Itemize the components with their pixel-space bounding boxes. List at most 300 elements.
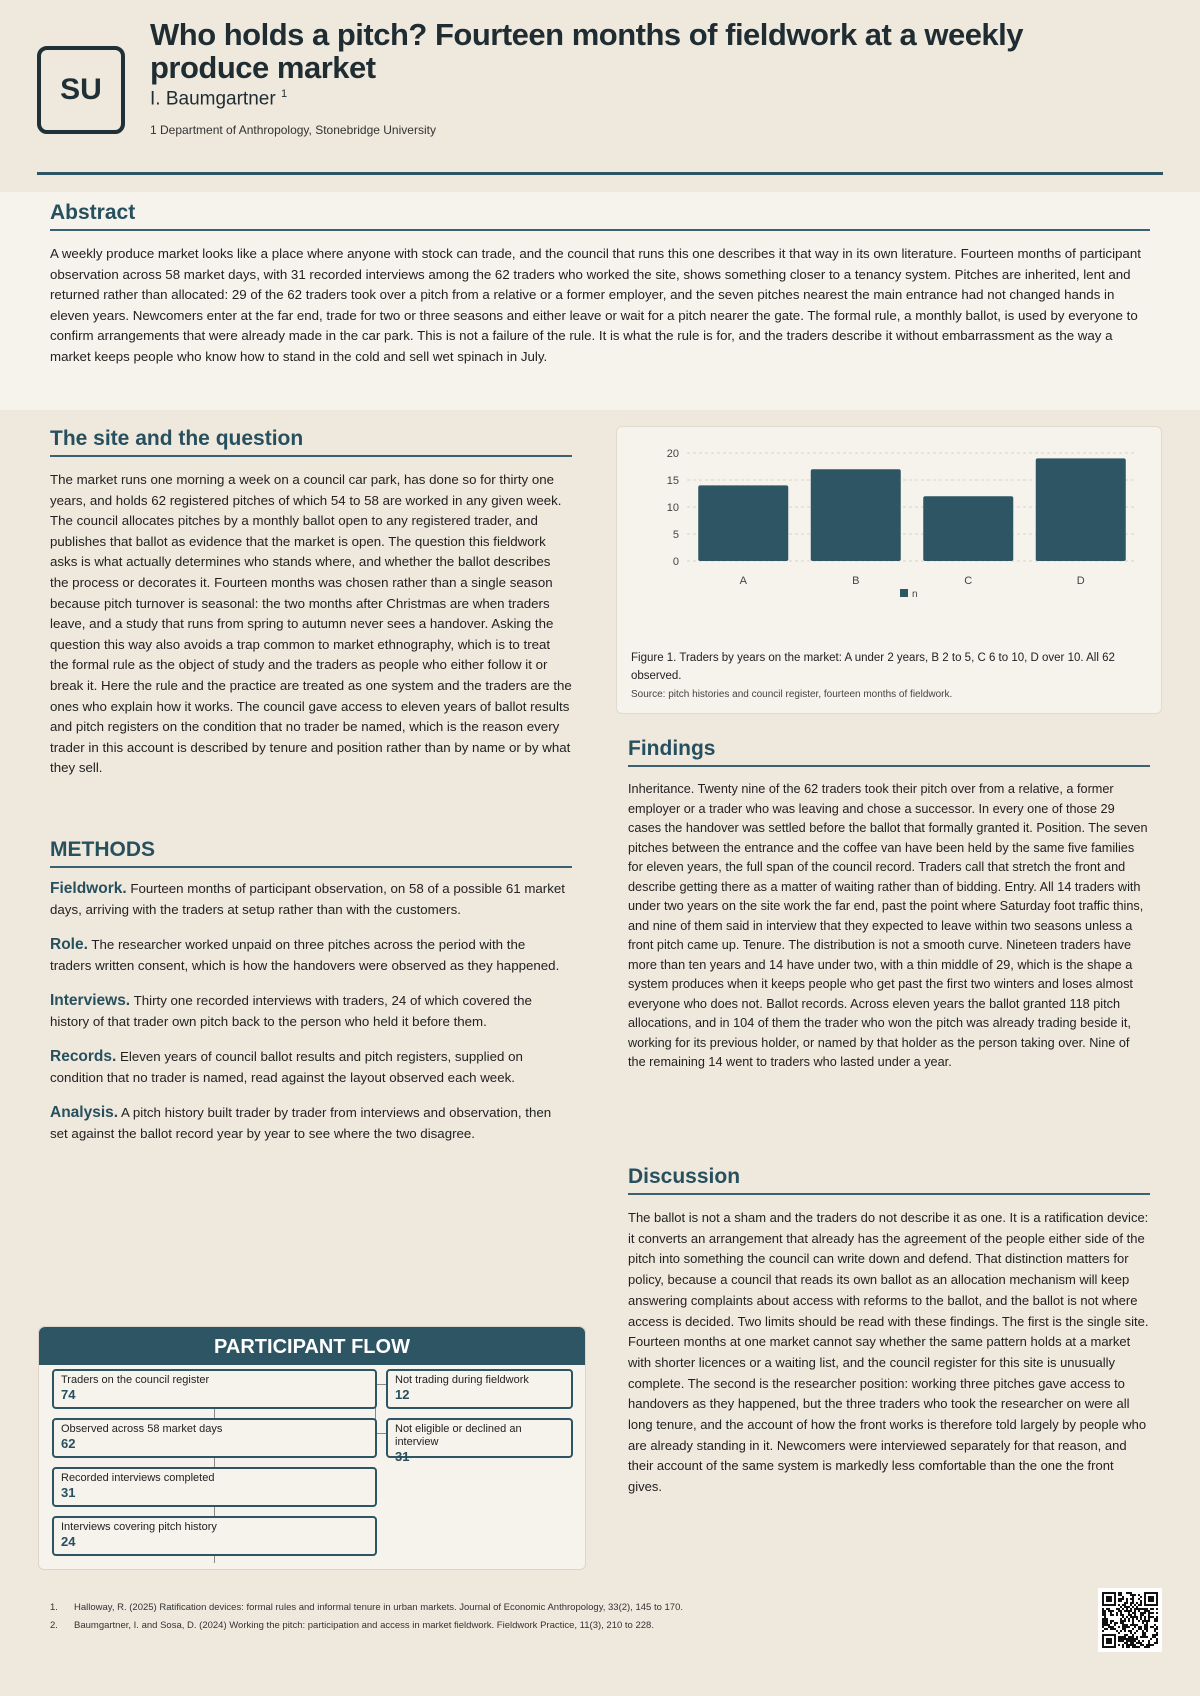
flow-label: Recorded interviews completed xyxy=(61,1472,215,1484)
qr-module xyxy=(1102,1620,1104,1622)
qr-module xyxy=(1138,1594,1140,1596)
qr-module xyxy=(1140,1602,1142,1604)
qr-module xyxy=(1146,1624,1148,1626)
qr-module xyxy=(1132,1612,1134,1614)
reference-item xyxy=(50,1617,683,1635)
qr-module xyxy=(1114,1634,1116,1648)
qr-module xyxy=(1138,1646,1140,1648)
qr-module xyxy=(1132,1606,1134,1608)
qr-module xyxy=(1118,1600,1120,1602)
site-text: The market runs one morning a week on a council car park, has done so for thirty one years, and holds 62 registered pitches of which 54 to 58 are worked in any given week. The council allocates pitches by a monthly ballot open to any registered trader, and publishes that ballot as evidence that the market is open. The question this fieldwork asks is what actually determines who stands where, and whether the ballot describes the process or decorates it. Fourteen months was chosen rather than a single season because pitch turnover is seasonal: the two months after Christmas are when traders leave, and a study that runs from spring to autumn never sees a handover. Asking the question this way also avoids a trap common to market ethnography, which is to treat the formal rule as the object of study and the traders as people who either follow it or break it. Here the rule and the practice are treated as one system and the traders are the ones who explain how it works. The council gave access to eleven years of ballot results and pitch registers on the condition that no trader be named, which is the reason every trader in this account is described by tenure and position rather than by name or by what they sell. xyxy=(50,472,572,776)
qr-module xyxy=(1128,1640,1130,1642)
qr-module xyxy=(1140,1616,1142,1618)
qr-module xyxy=(1120,1612,1122,1614)
method-records xyxy=(50,1046,570,1088)
qr-module xyxy=(1114,1622,1116,1624)
qr-module xyxy=(1140,1644,1142,1646)
qr-module xyxy=(1156,1592,1158,1606)
x-tick-label: A xyxy=(739,575,747,587)
qr-module xyxy=(1140,1618,1142,1620)
qr-module xyxy=(1120,1640,1122,1642)
flow-label: Not trading during fieldwork xyxy=(395,1374,529,1386)
qr-module xyxy=(1150,1608,1152,1610)
qr-module xyxy=(1140,1614,1142,1616)
qr-module xyxy=(1116,1614,1118,1616)
methods-list xyxy=(50,878,570,1158)
flow-box-observed xyxy=(52,1418,377,1458)
qr-module xyxy=(1126,1624,1128,1626)
reference-text: Baumgartner, I. and Sosa, D. (2024) Working the pitch: participation and access in market fieldwork. Fieldwork Practice, 11(3), 210 to 228. xyxy=(74,1620,654,1631)
qr-module xyxy=(1130,1608,1132,1610)
qr-module xyxy=(1156,1618,1158,1620)
qr-module xyxy=(1102,1624,1104,1626)
qr-module xyxy=(1128,1614,1130,1616)
qr-module xyxy=(1124,1626,1126,1628)
flow-box-not-trading xyxy=(386,1369,573,1409)
x-tick-label: D xyxy=(1076,575,1085,587)
qr-module xyxy=(1148,1618,1150,1620)
qr-module xyxy=(1124,1610,1126,1612)
qr-module xyxy=(1106,1622,1108,1624)
qr-module xyxy=(1152,1612,1154,1614)
qr-module xyxy=(1118,1644,1120,1646)
qr-module xyxy=(1154,1634,1156,1636)
flow-count: 12 xyxy=(395,1387,410,1402)
qr-module xyxy=(1132,1600,1134,1602)
qr-module xyxy=(1132,1646,1134,1648)
qr-module xyxy=(1144,1610,1146,1612)
qr-module xyxy=(1102,1618,1104,1620)
qr-module xyxy=(1134,1646,1136,1648)
qr-module xyxy=(1102,1608,1104,1610)
method-analysis xyxy=(50,1102,570,1144)
qr-module xyxy=(1136,1602,1138,1604)
figure-caption: Figure 1. Traders by years on the market: A under 2 years, B 2 to 5, C 6 to 10, D over 10. All 62 observed. xyxy=(631,652,1115,682)
qr-module xyxy=(1118,1610,1120,1612)
qr-module xyxy=(1144,1646,1146,1648)
flow-label: Observed across 58 market days xyxy=(61,1423,223,1435)
qr-module xyxy=(1136,1646,1138,1648)
flow-box-interviews xyxy=(52,1467,377,1507)
qr-module xyxy=(1124,1618,1126,1620)
qr-module xyxy=(1130,1642,1132,1644)
qr-module xyxy=(1144,1626,1146,1628)
qr-module xyxy=(1150,1638,1152,1640)
qr-module xyxy=(1128,1638,1130,1640)
qr-module xyxy=(1132,1624,1134,1626)
qr-module xyxy=(1104,1622,1106,1624)
legend-swatch xyxy=(900,589,908,597)
qr-module xyxy=(1132,1636,1134,1638)
qr-module xyxy=(1138,1640,1140,1642)
qr-module xyxy=(1152,1634,1154,1636)
qr-module xyxy=(1130,1592,1132,1594)
qr-module xyxy=(1120,1614,1122,1616)
y-tick-label: 0 xyxy=(672,556,679,568)
qr-code xyxy=(1098,1588,1162,1652)
qr-module xyxy=(1112,1620,1114,1622)
legend-label: n xyxy=(912,589,918,600)
qr-module xyxy=(1120,1636,1122,1638)
qr-module xyxy=(1134,1632,1136,1634)
qr-module xyxy=(1134,1610,1136,1612)
qr-module xyxy=(1146,1646,1148,1648)
qr-module xyxy=(1140,1612,1142,1614)
qr-module xyxy=(1124,1636,1126,1638)
qr-module xyxy=(1118,1604,1120,1606)
qr-module xyxy=(1118,1626,1120,1628)
qr-module xyxy=(1116,1608,1118,1610)
qr-module xyxy=(1146,1610,1148,1612)
qr-module xyxy=(1124,1628,1126,1630)
qr-module xyxy=(1142,1614,1144,1616)
qr-module xyxy=(1120,1592,1122,1594)
qr-module xyxy=(1142,1620,1144,1622)
qr-module xyxy=(1134,1626,1136,1628)
participant-flow xyxy=(38,1326,586,1570)
qr-module xyxy=(1132,1638,1134,1640)
qr-module xyxy=(1128,1644,1130,1646)
qr-module xyxy=(1118,1592,1120,1594)
qr-module xyxy=(1144,1618,1146,1620)
qr-module xyxy=(1136,1642,1138,1644)
qr-module xyxy=(1122,1624,1124,1626)
qr-module xyxy=(1120,1618,1122,1620)
qr-module xyxy=(1134,1612,1136,1614)
qr-module xyxy=(1126,1646,1128,1648)
qr-module xyxy=(1112,1610,1114,1612)
qr-module xyxy=(1126,1600,1128,1602)
qr-module xyxy=(1124,1642,1126,1644)
flow-count: 24 xyxy=(61,1534,76,1549)
qr-module xyxy=(1102,1604,1116,1606)
qr-module xyxy=(1120,1630,1122,1632)
method-text: A pitch history built trader by trader from interviews and observation, then set against the ballot record year by year to see where the two disagree. xyxy=(50,1105,552,1141)
qr-module xyxy=(1156,1632,1158,1634)
y-tick-label: 5 xyxy=(672,529,679,541)
qr-module xyxy=(1138,1598,1140,1600)
qr-module xyxy=(1144,1592,1146,1606)
qr-module xyxy=(1146,1630,1148,1632)
qr-module xyxy=(1146,1608,1148,1610)
qr-module xyxy=(1142,1644,1144,1646)
qr-module xyxy=(1132,1616,1134,1618)
qr-module xyxy=(1126,1606,1128,1608)
qr-module xyxy=(1150,1612,1152,1614)
qr-module xyxy=(1118,1608,1120,1610)
author-affil-marker: 1 xyxy=(280,88,288,100)
qr-module xyxy=(1152,1636,1154,1638)
qr-module xyxy=(1148,1644,1150,1646)
qr-module xyxy=(1116,1630,1118,1632)
qr-module xyxy=(1124,1620,1126,1622)
qr-module xyxy=(1144,1608,1146,1610)
qr-module xyxy=(1130,1598,1132,1600)
qr-module xyxy=(1126,1640,1128,1642)
qr-module xyxy=(1126,1608,1128,1610)
qr-module xyxy=(1124,1634,1126,1636)
qr-module xyxy=(1154,1630,1156,1632)
qr-module xyxy=(1136,1618,1138,1620)
qr-module xyxy=(1118,1632,1120,1634)
qr-module xyxy=(1128,1620,1130,1622)
qr-module xyxy=(1120,1610,1122,1612)
qr-module xyxy=(1122,1616,1124,1618)
qr-module xyxy=(1126,1626,1128,1628)
qr-module xyxy=(1134,1624,1136,1626)
method-name: Records. xyxy=(50,1048,117,1065)
qr-module xyxy=(1142,1634,1144,1636)
qr-module xyxy=(1132,1618,1134,1620)
qr-module xyxy=(1144,1604,1158,1606)
qr-module xyxy=(1134,1638,1136,1640)
qr-module xyxy=(1142,1612,1144,1614)
qr-module xyxy=(1104,1624,1106,1626)
qr-module xyxy=(1154,1642,1156,1644)
qr-module xyxy=(1128,1630,1130,1632)
qr-module xyxy=(1156,1612,1158,1614)
qr-module xyxy=(1146,1626,1148,1628)
qr-module xyxy=(1136,1606,1138,1608)
qr-module xyxy=(1148,1620,1150,1622)
method-text: Eleven years of council ballot results and pitch registers, supplied on condition that no trader is named, read against the layout observed each week. xyxy=(50,1049,523,1085)
qr-module xyxy=(1102,1646,1116,1648)
qr-module xyxy=(1128,1618,1130,1620)
qr-module xyxy=(1102,1626,1104,1628)
qr-module xyxy=(1128,1636,1130,1638)
qr-module xyxy=(1126,1610,1128,1612)
qr-module xyxy=(1154,1628,1156,1630)
qr-module xyxy=(1136,1616,1138,1618)
qr-module xyxy=(1136,1624,1138,1626)
qr-module xyxy=(1148,1646,1150,1648)
logo-text: SU xyxy=(60,73,102,106)
qr-module xyxy=(1130,1636,1132,1638)
figure-source: Source: pitch histories and council register, fourteen months of fieldwork. xyxy=(631,689,953,700)
flow-box-pitch-history xyxy=(52,1516,377,1556)
qr-module xyxy=(1134,1614,1136,1616)
qr-module xyxy=(1140,1596,1142,1598)
bar xyxy=(811,469,901,561)
qr-module xyxy=(1128,1606,1130,1608)
qr-module xyxy=(1156,1616,1158,1618)
qr-module xyxy=(1116,1622,1118,1624)
university-logo xyxy=(37,46,125,134)
qr-module xyxy=(1114,1592,1116,1606)
qr-module xyxy=(1132,1642,1134,1644)
qr-module xyxy=(1140,1604,1142,1606)
qr-module xyxy=(1136,1638,1138,1640)
qr-module xyxy=(1144,1624,1146,1626)
qr-module xyxy=(1154,1620,1156,1622)
qr-module xyxy=(1130,1624,1132,1626)
qr-module xyxy=(1138,1620,1140,1622)
qr-module xyxy=(1120,1598,1122,1600)
qr-module xyxy=(1154,1624,1156,1626)
qr-module xyxy=(1140,1628,1142,1630)
qr-module xyxy=(1118,1594,1120,1596)
figure-card xyxy=(616,426,1162,714)
qr-module xyxy=(1156,1608,1158,1610)
qr-module xyxy=(1102,1630,1104,1632)
qr-module xyxy=(1126,1598,1128,1600)
header-divider xyxy=(37,172,1163,175)
y-tick-label: 10 xyxy=(666,502,679,514)
qr-module xyxy=(1120,1622,1122,1624)
qr-module xyxy=(1106,1624,1108,1626)
qr-module xyxy=(1102,1610,1104,1612)
qr-module xyxy=(1138,1642,1140,1644)
qr-module xyxy=(1132,1602,1134,1604)
qr-module xyxy=(1140,1626,1142,1628)
method-name: Analysis. xyxy=(50,1104,119,1121)
qr-module xyxy=(1102,1634,1104,1648)
qr-module xyxy=(1144,1620,1146,1622)
qr-module xyxy=(1112,1626,1114,1628)
qr-module xyxy=(1102,1622,1104,1624)
qr-module xyxy=(1120,1638,1122,1640)
bar-chart xyxy=(617,427,1163,647)
qr-module xyxy=(1136,1636,1138,1638)
poster-title: Who holds a pitch? Fourteen months of fieldwork at a weekly produce market xyxy=(150,17,1024,85)
qr-module xyxy=(1126,1592,1128,1594)
reference-number: 2. xyxy=(50,1620,58,1631)
qr-module xyxy=(1106,1620,1108,1622)
qr-module xyxy=(1124,1606,1126,1608)
qr-module xyxy=(1132,1622,1134,1624)
flow-label: Not eligible or declined an interview xyxy=(395,1423,522,1448)
qr-module xyxy=(1104,1620,1106,1622)
qr-module xyxy=(1122,1604,1124,1606)
y-tick-label: 20 xyxy=(666,448,679,460)
qr-module xyxy=(1152,1616,1154,1618)
qr-module xyxy=(1130,1640,1132,1642)
qr-module xyxy=(1140,1642,1142,1644)
qr-module xyxy=(1120,1606,1122,1608)
qr-module xyxy=(1114,1628,1116,1630)
flow-heading: PARTICIPANT FLOW xyxy=(39,1327,585,1365)
qr-module xyxy=(1122,1596,1124,1598)
reference-item xyxy=(50,1599,683,1617)
method-text: Fourteen months of participant observation, on 58 of a possible 61 market days, arriving with the traders at setup rather than with the customers. xyxy=(50,881,565,917)
qr-module xyxy=(1110,1626,1112,1628)
qr-module xyxy=(1138,1610,1140,1612)
qr-module xyxy=(1104,1612,1106,1614)
qr-module xyxy=(1130,1616,1132,1618)
qr-module xyxy=(1116,1612,1118,1614)
qr-code-icon xyxy=(1102,1592,1158,1648)
method-fieldwork xyxy=(50,878,570,920)
qr-module xyxy=(1148,1596,1154,1602)
qr-module xyxy=(1126,1638,1128,1640)
qr-module xyxy=(1130,1594,1132,1596)
qr-module xyxy=(1108,1624,1110,1626)
qr-module xyxy=(1122,1640,1124,1642)
qr-module xyxy=(1128,1646,1130,1648)
method-name: Fieldwork. xyxy=(50,880,127,897)
qr-module xyxy=(1114,1624,1116,1626)
flow-count: 31 xyxy=(61,1485,76,1500)
flow-count: 62 xyxy=(61,1436,76,1451)
qr-module xyxy=(1106,1638,1112,1644)
qr-module xyxy=(1150,1644,1152,1646)
qr-module xyxy=(1110,1610,1112,1612)
qr-module xyxy=(1146,1622,1148,1624)
qr-module xyxy=(1144,1616,1146,1618)
qr-module xyxy=(1138,1608,1140,1610)
qr-module xyxy=(1136,1608,1138,1610)
qr-module xyxy=(1142,1630,1144,1632)
abstract-text: A weekly produce market looks like a place where anyone with stock can trade, and the council that runs this one describes it that way in its own literature. Fourteen months of participant observation across 58 market days, with 31 recorded interviews among the 62 traders who worked the site, shows something closer to a tenancy system. Pitches are inherited, lent and returned rather than allocated: 29 of the 62 traders took over a pitch from a relative or a former employer, and the seven pitches nearest the main entrance had not changed hands in eleven years. Newcomers enter at the far end, trade for two or three seasons and either leave or wait for a pitch nearer the gate. The formal rule, a monthly ballot, is used by everyone to confirm arrangements that were already made in the car park. This is not a failure of the rule. It is what the rule is for, and the traders describe it without embarrassment as the way a market keeps people who know how to stand in the cold and sell wet spinach in July. xyxy=(50,246,1141,364)
qr-module xyxy=(1156,1634,1158,1636)
qr-module xyxy=(1144,1636,1146,1638)
discussion-text: The ballot is not a sham and the traders do not describe it as one. It is a ratification device: it converts an arrangement that already has the agreement of the people either side of the pitch into something the council can write down and defend. That distinction matters for policy, because a council that reads its own ballot as an allocation mechanism will keep answering complaints about access with reforms to the ballot, and the ballot is not where access is decided. Two limits should be read with these findings. The first is the single site. Fourteen months at one market cannot say whether the same pattern holds at a market with shorter licences or a waiting list, and the council register for this site is unusually complete. The second is the researcher position: working three pitches gave access to handovers as they happened, but the three traders who took the researcher on were all long tenure, and the account of how the front works is therefore told largely by people who are already standing in it. Newcomers were interviewed separately for that reason, and their account of the same system is markedly less comfortable than the one the front gives. xyxy=(628,1210,1149,1495)
bar xyxy=(923,496,1013,561)
qr-module xyxy=(1134,1640,1136,1642)
qr-module xyxy=(1124,1638,1126,1640)
qr-module xyxy=(1130,1614,1132,1616)
qr-module xyxy=(1144,1612,1146,1614)
methods-heading: METHODS xyxy=(50,838,572,868)
qr-module xyxy=(1148,1616,1150,1618)
qr-module xyxy=(1132,1594,1134,1596)
references xyxy=(50,1599,683,1635)
qr-module xyxy=(1102,1612,1104,1614)
qr-module xyxy=(1150,1616,1152,1618)
qr-module xyxy=(1106,1618,1108,1620)
method-text: The researcher worked unpaid on three pitches across the period with the traders written consent, which is how the handovers were observed as they happened. xyxy=(50,937,560,973)
author-name: I. Baumgartner xyxy=(150,88,276,110)
qr-module xyxy=(1144,1592,1158,1594)
qr-module xyxy=(1108,1626,1110,1628)
qr-module xyxy=(1142,1636,1144,1638)
qr-module xyxy=(1110,1622,1112,1624)
qr-module xyxy=(1152,1626,1154,1628)
qr-module xyxy=(1118,1598,1120,1600)
qr-module xyxy=(1104,1628,1106,1630)
qr-module xyxy=(1148,1640,1150,1642)
qr-module xyxy=(1130,1610,1132,1612)
abstract-heading: Abstract xyxy=(50,201,1150,231)
author xyxy=(150,88,287,110)
qr-module xyxy=(1132,1620,1134,1622)
qr-module xyxy=(1124,1604,1126,1606)
qr-module xyxy=(1102,1634,1116,1636)
qr-module xyxy=(1146,1636,1148,1638)
qr-module xyxy=(1106,1608,1108,1610)
qr-module xyxy=(1132,1634,1134,1636)
method-text: Thirty one recorded interviews with traders, 24 of which covered the history of that trader own pitch back to the person who held it before them. xyxy=(50,993,532,1029)
qr-module xyxy=(1104,1610,1106,1612)
qr-module xyxy=(1152,1608,1154,1610)
qr-module xyxy=(1132,1596,1134,1598)
qr-module xyxy=(1122,1614,1124,1616)
qr-module xyxy=(1122,1638,1124,1640)
qr-module xyxy=(1130,1638,1132,1640)
qr-module xyxy=(1156,1638,1158,1640)
qr-module xyxy=(1126,1602,1128,1604)
flow-count: 31 xyxy=(395,1449,410,1464)
qr-module xyxy=(1102,1614,1104,1616)
qr-module xyxy=(1122,1620,1124,1622)
qr-module xyxy=(1144,1628,1146,1630)
qr-module xyxy=(1150,1626,1152,1628)
qr-module xyxy=(1120,1620,1122,1622)
method-name: Interviews. xyxy=(50,992,131,1009)
qr-module xyxy=(1144,1634,1146,1636)
qr-module xyxy=(1130,1632,1132,1634)
qr-module xyxy=(1132,1640,1134,1642)
